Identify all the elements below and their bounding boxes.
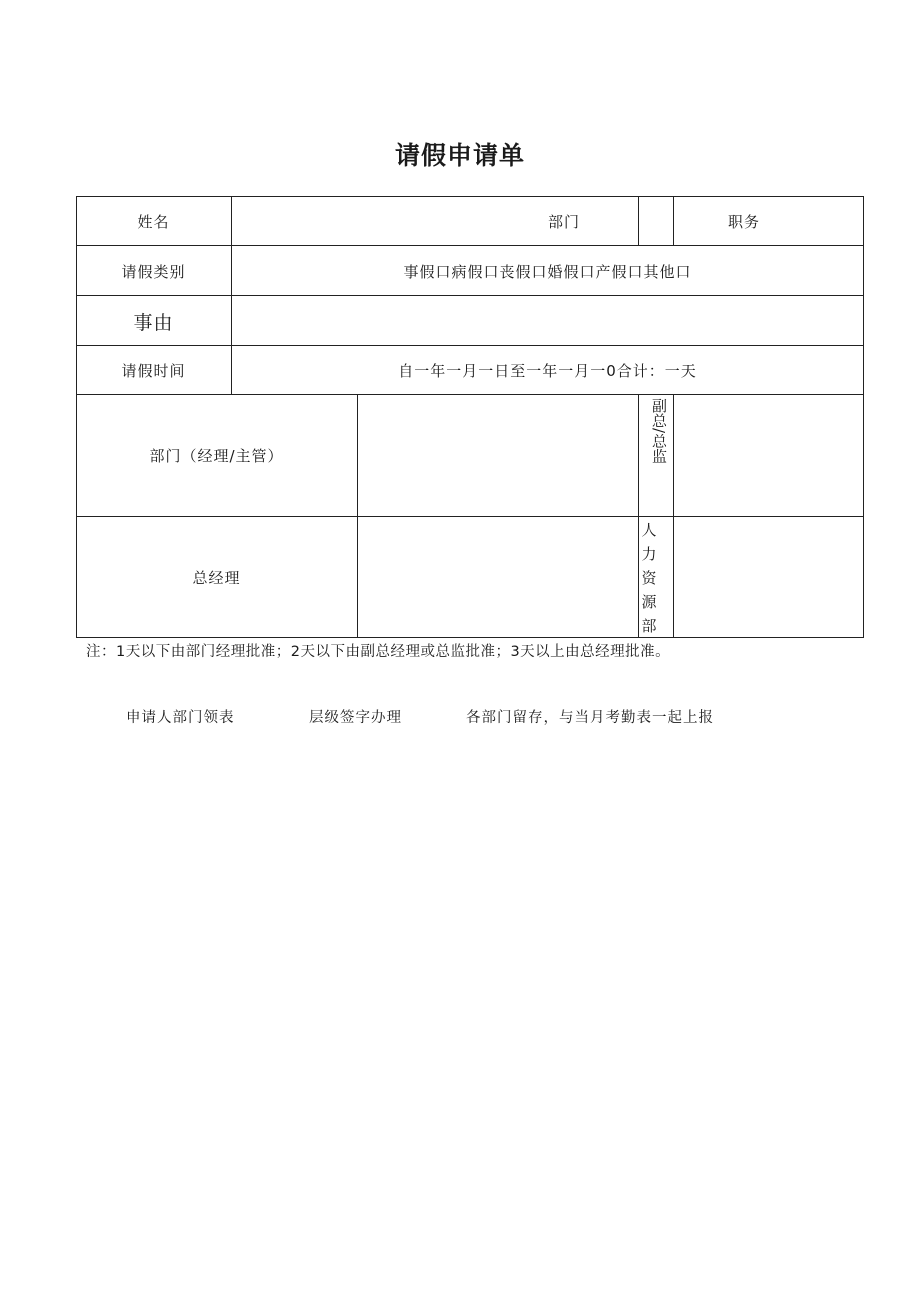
dept-manager-label: 部门（经理/主管） <box>149 447 284 465</box>
table-border-right <box>863 196 864 638</box>
footer-step-3: 各部门留存，与当月考勤表一起上报 <box>466 710 714 726</box>
general-manager-label: 总经理 <box>192 568 241 587</box>
position-label: 职务 <box>727 212 760 231</box>
hr-signature[interactable] <box>674 517 863 637</box>
name-field[interactable] <box>232 196 532 246</box>
leave-type-options[interactable]: 事假口病假口丧假口婚假口产假口其他口 <box>403 262 692 281</box>
name-label: 姓名 <box>137 212 170 231</box>
dept-manager-signature[interactable] <box>358 395 638 516</box>
leave-time-value[interactable]: 自一年一月一日至一年一月一0合计：一天 <box>398 362 697 380</box>
reason-field[interactable] <box>232 296 863 346</box>
dept-label: 部门 <box>547 212 580 231</box>
footer-step-2: 层级签字办理 <box>309 710 402 726</box>
general-manager-signature[interactable] <box>358 517 638 637</box>
page-title: 请假申请单 <box>394 141 525 170</box>
table-border-bottom <box>76 637 864 638</box>
approval-note: 注：1天以下由部门经理批准；2天以下由副总经理或总监批准；3天以上由总经理批准。 <box>86 644 671 660</box>
leave-type-label: 请假类别 <box>121 262 186 281</box>
leave-time-label: 请假时间 <box>121 362 186 380</box>
vp-director-label: 副总/总监 <box>650 398 668 464</box>
leave-application-form <box>76 196 864 638</box>
footer-step-1: 申请人部门领表 <box>126 710 235 726</box>
dept-field[interactable] <box>639 196 673 246</box>
hr-label: 人 力 资 源 部 <box>641 521 657 635</box>
vp-director-signature[interactable] <box>674 395 863 516</box>
reason-label: 事由 <box>133 311 174 334</box>
